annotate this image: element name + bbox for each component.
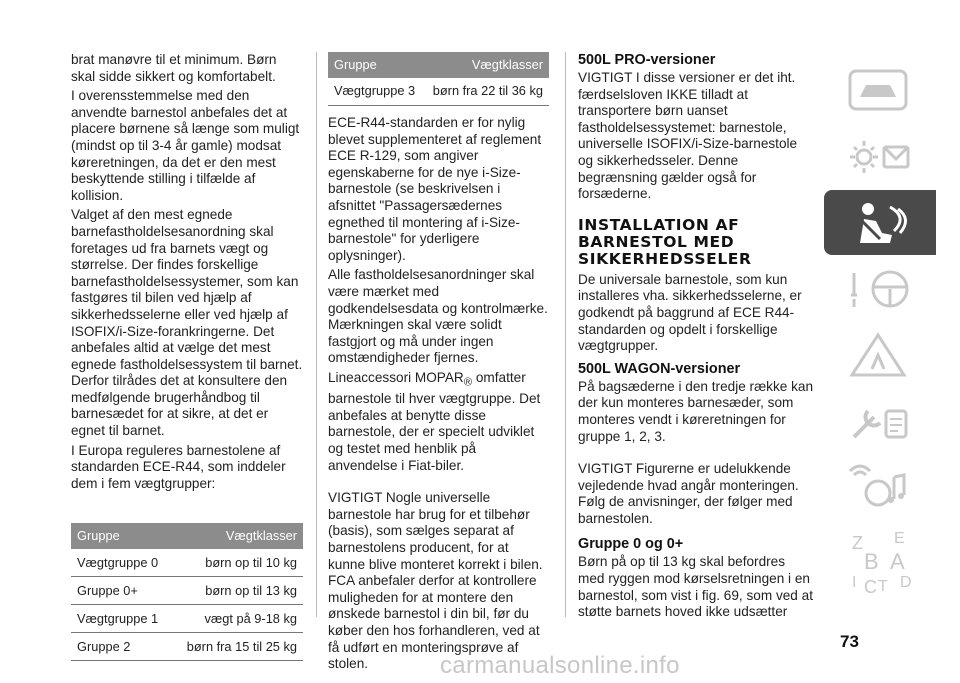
table-cell: børn op til 13 kg (171, 577, 303, 605)
paragraph (328, 370, 549, 474)
table-cell: vægt på 9-18 kg (171, 605, 303, 633)
table-header-weight: Vægtklasser (171, 523, 303, 549)
table-cell: børn fra 22 til 36 kg (424, 78, 549, 106)
weight-groups-table (71, 523, 303, 661)
seat-airbag-icon (846, 199, 914, 247)
table-cell: børn fra 15 til 25 kg (171, 633, 303, 661)
table-header-row (328, 52, 549, 78)
column-right (578, 52, 813, 624)
subheading-500l-wagon: 500L WAGON-versioner (578, 360, 741, 377)
section-title: INSTALLATION AF BARNESTOL MED SIKKERHEDSSELER (578, 215, 752, 268)
registered-mark: ® (463, 376, 473, 389)
column-divider (565, 52, 566, 617)
table-row (71, 549, 303, 577)
table-cell: børn op til 10 kg (171, 549, 303, 577)
table-header-group: Gruppe (71, 523, 171, 549)
tab-service[interactable] (824, 388, 936, 453)
tab-emergency[interactable] (824, 322, 936, 387)
table-cell: Vægtgruppe 1 (71, 605, 171, 633)
subheading-group-0: Gruppe 0 og 0+ (578, 536, 684, 553)
tab-safety[interactable] (824, 190, 936, 255)
car-dashboard-icon (846, 67, 914, 115)
watermark: carmanualsonline.info (440, 652, 680, 679)
index-letter: T (878, 578, 888, 595)
table-cell: Gruppe 0+ (71, 577, 171, 605)
tab-warning-lights[interactable] (824, 124, 936, 189)
paragraph: brat manøvre til et minimum. Børn skal sidde sikkert og komfortabelt. (71, 52, 277, 84)
index-letter: A (890, 549, 905, 574)
column-divider (316, 52, 317, 617)
index-letter: I (852, 574, 857, 591)
steering-icon (846, 265, 914, 313)
table-header-weight: Vægtklasser (424, 52, 549, 78)
table-cell: Vægtgruppe 0 (71, 549, 171, 577)
column-left (71, 52, 303, 661)
tab-multimedia[interactable] (824, 454, 936, 519)
index-letter: C (864, 577, 877, 597)
index-letter: E (894, 530, 905, 547)
table-header-row (71, 523, 303, 549)
table-row (328, 78, 549, 106)
paragraph: På bagsæderne i den tredje række kan der kun monteres barnesæder, som monteres vendt i køreretningen for gruppe 1, 2, 3. (578, 378, 814, 444)
subheading-500l-pro: 500L PRO-versioner (578, 52, 716, 68)
index-letters-icon (846, 529, 918, 599)
service-wrench-icon (846, 397, 914, 445)
paragraph: De universale barnestole, som kun installeres vha. sikkerhedsselerne, er godkendt på baggrund af ECE R44-standarden og opdelt i forskellige vægtgrupper. (578, 271, 802, 354)
column-middle (328, 52, 549, 676)
chapter-sidebar (824, 58, 936, 618)
table-row (71, 633, 303, 661)
paragraph: I Europa reguleres barnestolene af standarden ECE-R44, som inddeler dem i fem vægtgrupper: (71, 442, 286, 491)
important-note: VIGTIGT Figurerne er udelukkende vejledende hvad angår monteringen. Følg de anvisninger, der følger med barnestolen. (578, 461, 799, 526)
breakdown-icon (846, 331, 914, 379)
index-letter: Z (852, 533, 863, 553)
important-note: VIGTIGT I disse versioner er det iht. færdselsloven IKKE tilladt at transportere børn uanset fastholdelsessystemet: barnestole, universelle ISOFIX/i-Size-barnestole og sikkerhedsseler. Denne begrænsning gælder også for forsæderne. (578, 70, 798, 202)
table-row (71, 577, 303, 605)
tab-driving[interactable] (824, 256, 936, 321)
multimedia-icon (846, 463, 914, 511)
paragraph: ECE-R44-standarden er for nylig blevet supplementeret af reglement ECE R-129, som angiver egenskaberne for de nye i-Size-barnestole (se beskrivelsen i afsnittet "Passagersædernes egnethed til montering af i-Size-barnestole" for yderligere oplysninger). (328, 115, 542, 263)
paragraph: Alle fastholdelsesanordninger skal være mærket med godkendelsesdata og kontrolmærke. Mærkningen skal være solidt fastgjort og må under ingen omstændigheder fjernes. (328, 267, 548, 366)
weight-groups-table-continued (328, 52, 549, 106)
important-note: VIGTIGT Nogle universelle barnestole har brug for et tilbehør (basis), som sælges separat af barnestolens producent, for at kunne blive monteret korrekt i bilen. FCA anbefaler derfor at kontrollere muligheden for at montere den ønskede barnestol i din bil, før du køber den hos forhandleren, ved at få udført en monteringsprøve af stolen. (328, 490, 543, 672)
table-header-group: Gruppe (328, 52, 424, 78)
index-letter: B (864, 549, 879, 574)
brand-text: Lineaccessori MOPAR (328, 369, 464, 385)
paragraph-text: omfatter barnestole til hver vægtgruppe. Det anbefales at benytte disse barnestole, der er specielt udviklet og testet med henblik på anvendelse i Fiat-biler. (328, 369, 541, 473)
index-letter: D (900, 574, 912, 591)
paragraph: Valget af den mest egnede barnefastholdelsesanordning skal foretages ud fra barnets vægt og størrelse. Der findes forskellige barnefastholdelsessystemer, som kan fastgøres til bilen ved hjælp af sikkerhedsselerne eller ved hjælp af ISOFIX/i-Size-forankringerne. Det anbefales altid at vælge det mest egnede fastholdelsessystem til barnet. Derfor tilrådes det at konsultere den medfølgende brugerhåndbog til barnesædet for at sikre, at det er egnet til barnet. (71, 207, 303, 439)
table-cell: Vægtgruppe 3 (328, 78, 424, 106)
paragraph: Børn på op til 13 kg skal befordres med ryggen mod kørselsretningen i en barnestol, som vist i fig. 69, som ved at støtte barnets hoved ikke udsætter (578, 554, 813, 620)
table-cell: Gruppe 2 (71, 633, 171, 661)
paragraph: I overensstemmelse med den anvendte barnestol anbefales det at placere børnene så længe som muligt (mindst op til 3-4 år gamle) modsat køreretningen, da det er den mest beskyttende stilling i tilfælde af kollision. (71, 88, 300, 203)
warning-lights-icon (846, 133, 914, 181)
tab-dashboard[interactable] (824, 58, 936, 123)
page-number: 73 (840, 632, 859, 651)
tab-index[interactable] (824, 520, 936, 610)
table-row (71, 605, 303, 633)
